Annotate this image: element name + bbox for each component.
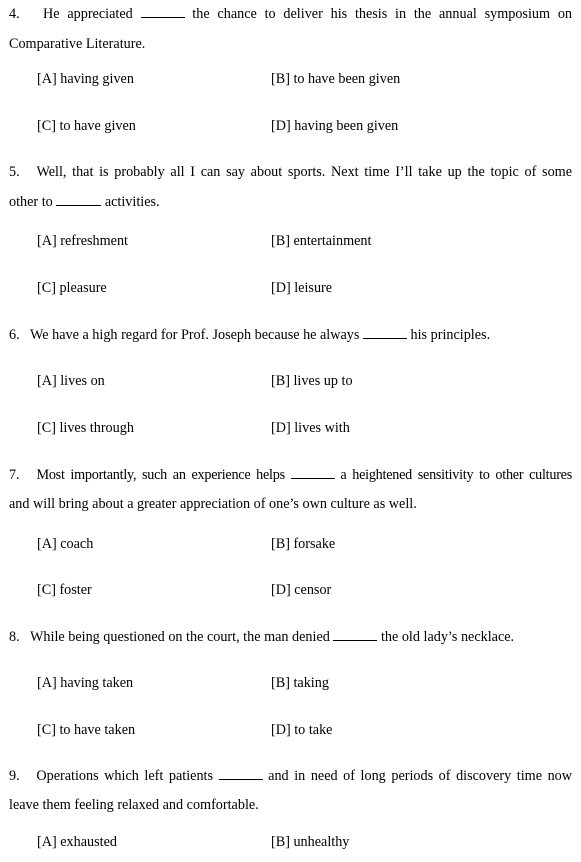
- answer-blank: [363, 326, 407, 339]
- question-9-stem-continued: leave them feeling relaxed and comfortable.: [9, 797, 259, 813]
- option-b[interactable]: [B] forsake: [271, 536, 336, 552]
- question-number: 7.: [9, 467, 20, 483]
- stem-text: other to: [9, 194, 57, 210]
- option-a[interactable]: [A] lives on: [37, 373, 105, 389]
- question-6-stem: [9, 326, 572, 344]
- question-number: 9.: [9, 768, 20, 784]
- question-5-stem: [9, 163, 572, 181]
- answer-blank: [56, 193, 101, 206]
- question-number: 6.: [9, 327, 20, 343]
- option-a[interactable]: [A] coach: [37, 536, 94, 552]
- stem-text: a heightened sensitivity to other cultures: [334, 467, 573, 483]
- question-4-stem-continued: Comparative Literature.: [9, 36, 146, 52]
- option-d[interactable]: [D] censor: [271, 582, 332, 598]
- option-d[interactable]: [D] having been given: [271, 118, 399, 134]
- stem-text: We have a high regard for Prof. Joseph because he always: [30, 327, 363, 343]
- stem-text: his principles.: [406, 327, 491, 343]
- question-5-stem-continued: [9, 193, 572, 211]
- option-a[interactable]: [A] having taken: [37, 675, 134, 691]
- option-d[interactable]: [D] to take: [271, 722, 333, 738]
- stem-text: activities.: [101, 194, 160, 210]
- option-c[interactable]: [C] to have given: [37, 118, 136, 134]
- option-b[interactable]: [B] unhealthy: [271, 834, 350, 850]
- answer-blank: [141, 5, 185, 18]
- question-7-stem-continued: and will bring about a greater appreciation of one’s own culture as well.: [9, 496, 417, 512]
- question-4-stem: [9, 5, 572, 23]
- option-c[interactable]: [C] lives through: [37, 420, 134, 436]
- stem-text: Operations which left patients: [36, 768, 219, 784]
- option-a[interactable]: [A] refreshment: [37, 233, 128, 249]
- option-c[interactable]: [C] pleasure: [37, 280, 107, 296]
- option-d[interactable]: [D] lives with: [271, 420, 350, 436]
- question-8-stem: [9, 628, 572, 646]
- question-9-stem: [9, 767, 572, 785]
- stem-text: and in need of long periods of discovery time now: [262, 768, 573, 784]
- option-a[interactable]: [A] exhausted: [37, 834, 117, 850]
- stem-text: the chance to deliver his thesis in the annual symposium on: [184, 6, 573, 22]
- stem-text: He appreciated: [43, 6, 141, 22]
- option-a[interactable]: [A] having given: [37, 71, 134, 87]
- option-b[interactable]: [B] lives up to: [271, 373, 353, 389]
- option-b[interactable]: [B] taking: [271, 675, 329, 691]
- option-b[interactable]: [B] to have been given: [271, 71, 401, 87]
- option-c[interactable]: [C] to have taken: [37, 722, 136, 738]
- stem-text: While being questioned on the court, the man denied: [30, 629, 334, 645]
- question-number: 8.: [9, 629, 20, 645]
- question-number: 4.: [9, 6, 20, 22]
- answer-blank: [219, 767, 263, 780]
- question-number: 5.: [9, 164, 20, 180]
- option-d[interactable]: [D] leisure: [271, 280, 333, 296]
- answer-blank: [333, 628, 377, 641]
- stem-text: the old lady’s necklace.: [377, 629, 515, 645]
- question-7-stem: [9, 466, 572, 484]
- stem-text: Most importantly, such an experience helps: [36, 467, 291, 483]
- answer-blank: [291, 466, 335, 479]
- stem-text: Well, that is probably all I can say about sports. Next time I’ll take up the topic of some: [36, 164, 572, 180]
- option-b[interactable]: [B] entertainment: [271, 233, 372, 249]
- option-c[interactable]: [C] foster: [37, 582, 92, 598]
